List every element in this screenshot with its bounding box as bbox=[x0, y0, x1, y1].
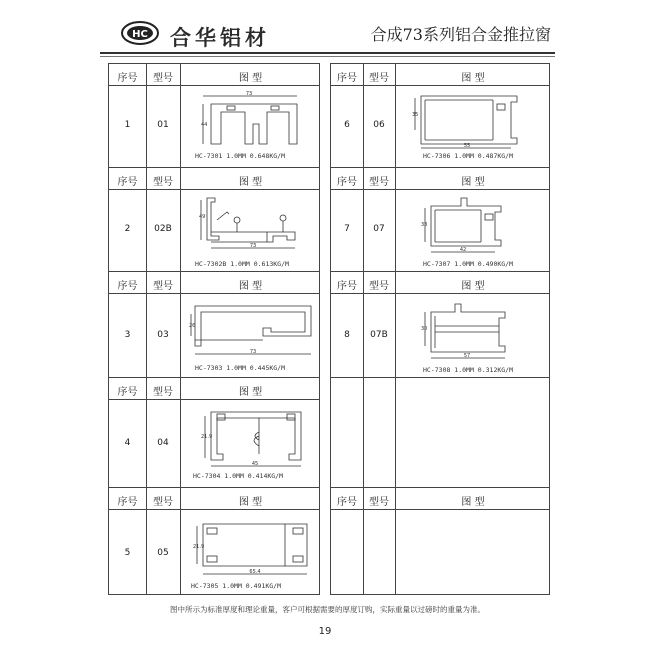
table-header-row: 序号 型号 图 型 bbox=[331, 488, 549, 510]
table-row-empty bbox=[331, 378, 549, 488]
col-model-header: 型号 bbox=[153, 73, 173, 84]
table-header-row: 序号 型号 图 型 bbox=[331, 64, 549, 86]
row-no: 3 bbox=[124, 330, 131, 340]
page-header bbox=[100, 16, 555, 52]
table-row bbox=[109, 400, 319, 488]
svg-text:55: 55 bbox=[463, 143, 471, 149]
svg-text:HC: HC bbox=[132, 29, 148, 40]
table-row bbox=[331, 190, 549, 272]
profile-drawing-7303 bbox=[187, 300, 315, 360]
profile-drawing-7301 bbox=[197, 90, 307, 150]
profile-drawing-7308 bbox=[411, 298, 531, 364]
svg-text:33: 33 bbox=[421, 222, 428, 228]
row-no: 2 bbox=[124, 224, 131, 234]
table-row bbox=[109, 190, 319, 272]
svg-text:73: 73 bbox=[245, 91, 253, 97]
brand-name: 合华铝材 bbox=[170, 26, 270, 50]
row-no: 6 bbox=[344, 120, 350, 130]
svg-text:73: 73 bbox=[249, 243, 257, 249]
table-header-row: 序号 型号 图 型 bbox=[109, 378, 319, 400]
series-title: 合成73系列铝合金推拉窗 bbox=[370, 25, 551, 44]
page-number: 19 bbox=[318, 626, 332, 637]
svg-text:45: 45 bbox=[251, 461, 259, 467]
table-header-row: 序号 型号 图 型 bbox=[109, 272, 319, 294]
profile-caption: HC-7307 1.0MM 0.490KG/M bbox=[423, 260, 514, 268]
table-row-empty bbox=[331, 510, 549, 596]
row-model: 07B bbox=[370, 330, 388, 340]
table-row bbox=[109, 86, 319, 168]
profile-drawing-7305 bbox=[189, 518, 313, 580]
profile-table-right bbox=[330, 63, 550, 595]
row-no: 4 bbox=[124, 438, 131, 448]
row-no: 7 bbox=[344, 224, 350, 234]
profile-drawing-7302b bbox=[197, 192, 307, 256]
row-model: 02B bbox=[154, 224, 172, 234]
row-model: 03 bbox=[157, 330, 169, 340]
svg-text:26: 26 bbox=[189, 323, 196, 329]
profile-drawing-7306 bbox=[411, 90, 531, 152]
col-drawing-header: 图 型 bbox=[238, 73, 263, 84]
svg-text:42: 42 bbox=[459, 247, 467, 253]
table-row bbox=[109, 294, 319, 378]
profile-caption: HC-7304 1.0MM 0.414KG/M bbox=[193, 472, 284, 480]
profile-caption: HC-7308 1.0MM 0.312KG/M bbox=[423, 366, 514, 374]
svg-text:49: 49 bbox=[199, 214, 206, 220]
svg-text:57: 57 bbox=[463, 353, 471, 359]
svg-text:35: 35 bbox=[412, 112, 419, 118]
svg-text:73: 73 bbox=[249, 349, 257, 355]
svg-text:65.4: 65.4 bbox=[249, 569, 261, 575]
row-no: 5 bbox=[124, 548, 131, 558]
footer-note: 图中所示为标准厚度和理论重量，客户可根据需要的厚度订购，实际重量以过磅时的重量为准。 bbox=[170, 605, 485, 614]
svg-text:21.9: 21.9 bbox=[193, 544, 205, 550]
row-no: 8 bbox=[344, 330, 350, 340]
table-header-row: 序号 型号 图 型 bbox=[109, 168, 319, 190]
hc-logo-icon bbox=[120, 20, 160, 46]
profile-caption: HC-7301 1.0MM 0.648KG/M bbox=[195, 152, 286, 160]
profile-caption: HC-7305 1.0MM 0.491KG/M bbox=[191, 582, 282, 590]
profile-table-left bbox=[108, 63, 320, 595]
table-header-row: 序号 型号 图 型 bbox=[331, 272, 549, 294]
row-model: 04 bbox=[157, 438, 169, 448]
row-no: 1 bbox=[124, 120, 131, 130]
svg-text:21.9: 21.9 bbox=[201, 434, 213, 440]
header-rule-thin bbox=[100, 56, 555, 57]
table-row bbox=[331, 86, 549, 168]
table-header-row: 序号 型号 图 型 bbox=[109, 488, 319, 510]
profile-caption: HC-7306 1.0MM 0.487KG/M bbox=[423, 152, 514, 160]
table-row bbox=[109, 510, 319, 596]
header-rule bbox=[100, 52, 555, 54]
table-header-row bbox=[109, 64, 319, 86]
profile-drawing-7307 bbox=[411, 192, 531, 258]
profile-caption: HC-7302B 1.0MM 0.613KG/M bbox=[195, 260, 289, 268]
row-model: 07 bbox=[373, 224, 385, 234]
table-row bbox=[331, 294, 549, 378]
profile-caption: HC-7303 1.0MM 0.445KG/M bbox=[195, 364, 286, 372]
row-model: 05 bbox=[157, 548, 169, 558]
svg-text:30: 30 bbox=[421, 326, 428, 332]
row-model: 06 bbox=[373, 120, 385, 130]
col-no-header: 序号 bbox=[117, 73, 138, 84]
profile-drawing-7304 bbox=[189, 406, 309, 472]
svg-text:44: 44 bbox=[201, 122, 208, 128]
table-header-row: 序号 型号 图 型 bbox=[331, 168, 549, 190]
row-model: 01 bbox=[157, 120, 169, 130]
